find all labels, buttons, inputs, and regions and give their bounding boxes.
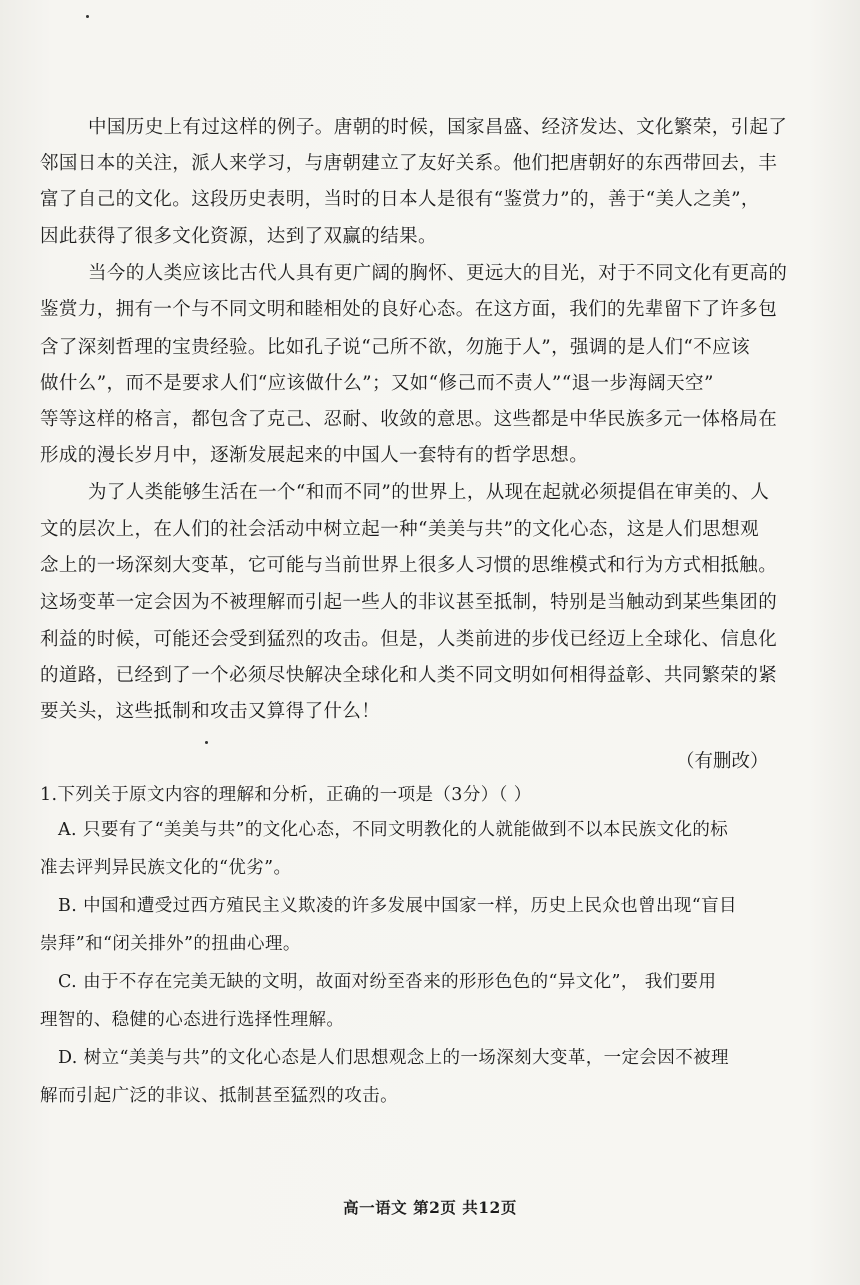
option-a: A. 只要有了“美美与共”的文化心态，不同文明教化的人就能做到不以本民族文化的标 [58,820,729,840]
passage-line: 利益的时候，可能还会受到猛烈的攻击。但是，人类前进的步伐已经迈上全球化、信息化 [40,629,778,650]
option-b: B. 中国和遭受过西方殖民主义欺凌的许多发展中国家一样，历史上民众也曾出现“盲目 [58,896,737,916]
passage-line: 做什么”，而不是要求人们“应该做什么”；又如“修己而不责人”“退一步海阔天空” [40,373,714,394]
passage-line: 因此获得了很多文化资源，达到了双赢的结果。 [40,226,437,247]
option-a: 准去评判异民族文化的“优劣”。 [40,858,292,878]
passage-line: 为了人类能够生活在一个“和而不同”的世界上，从现在起就必须提倡在审美的、人 [88,482,770,503]
speck-mark [86,15,89,18]
question-stem: 1.下列关于原文内容的理解和分析，正确的一项是（3分）（ ） [40,785,532,805]
passage-line: 当今的人类应该比古代人具有更广阔的胸怀、更远大的目光，对于不同文化有更高的 [88,263,788,284]
option-b: 崇拜”和“闭关排外”的扭曲心理。 [40,934,301,954]
option-c: 理智的、稳健的心态进行选择性理解。 [40,1010,345,1030]
passage-line: 要关头，这些抵制和攻击又算得了什么！ [40,701,381,722]
option-d: 解而引起广泛的非议、抵制甚至猛烈的攻击。 [40,1086,398,1106]
passage-line: 的道路，已经到了一个必须尽快解决全球化和人类不同文明如何相得益彰、共同繁荣的紧 [40,665,778,686]
passage-line: 这场变革一定会因为不被理解而引起一些人的非议甚至抵制，特别是当触动到某些集团的 [40,592,778,613]
page-footer: 高一语文 第2页 共12页 [343,1198,517,1217]
passage-line: 等等这样的格言，都包含了克己、忍耐、收敛的意思。这些都是中华民族多元一体格局在 [40,409,778,430]
passage-line: 文的层次上，在人们的社会活动中树立起一种“美美与共”的文化心态，这是人们思想观 [40,519,760,540]
passage-line: 含了深刻哲理的宝贵经验。比如孔子说“己所不欲，勿施于人”，强调的是人们“不应该 [40,337,750,358]
passage-line: 邻国日本的关注，派人来学习，与唐朝建立了友好关系。他们把唐朝好的东西带回去，丰 [40,153,778,174]
source-note: （有删改） [676,751,769,772]
passage-line: 形成的漫长岁月中，逐渐发展起来的中国人一套特有的哲学思想。 [40,445,589,466]
option-c: C. 由于不存在完美无缺的文明，故面对纷至沓来的形形色色的“异文化”， 我们要用 [58,972,717,992]
option-d: D. 树立“美美与共”的文化心态是人们思想观念上的一场深刻大变革，一定会因不被理 [58,1048,729,1068]
passage-line: 念上的一场深刻大变革，它可能与当前世界上很多人习惯的思维模式和行为方式相抵触。 [40,555,778,576]
passage-line: 鉴赏力，拥有一个与不同文明和睦相处的良好心态。在这方面，我们的先辈留下了许多包 [40,299,778,320]
passage-line: 中国历史上有过这样的例子。唐朝的时候，国家昌盛、经济发达、文化繁荣，引起了 [88,117,788,138]
speck-mark [205,741,208,744]
passage-line: 富了自己的文化。这段历史表明，当时的日本人是很有“鉴赏力”的，善于“美人之美”， [40,189,760,210]
